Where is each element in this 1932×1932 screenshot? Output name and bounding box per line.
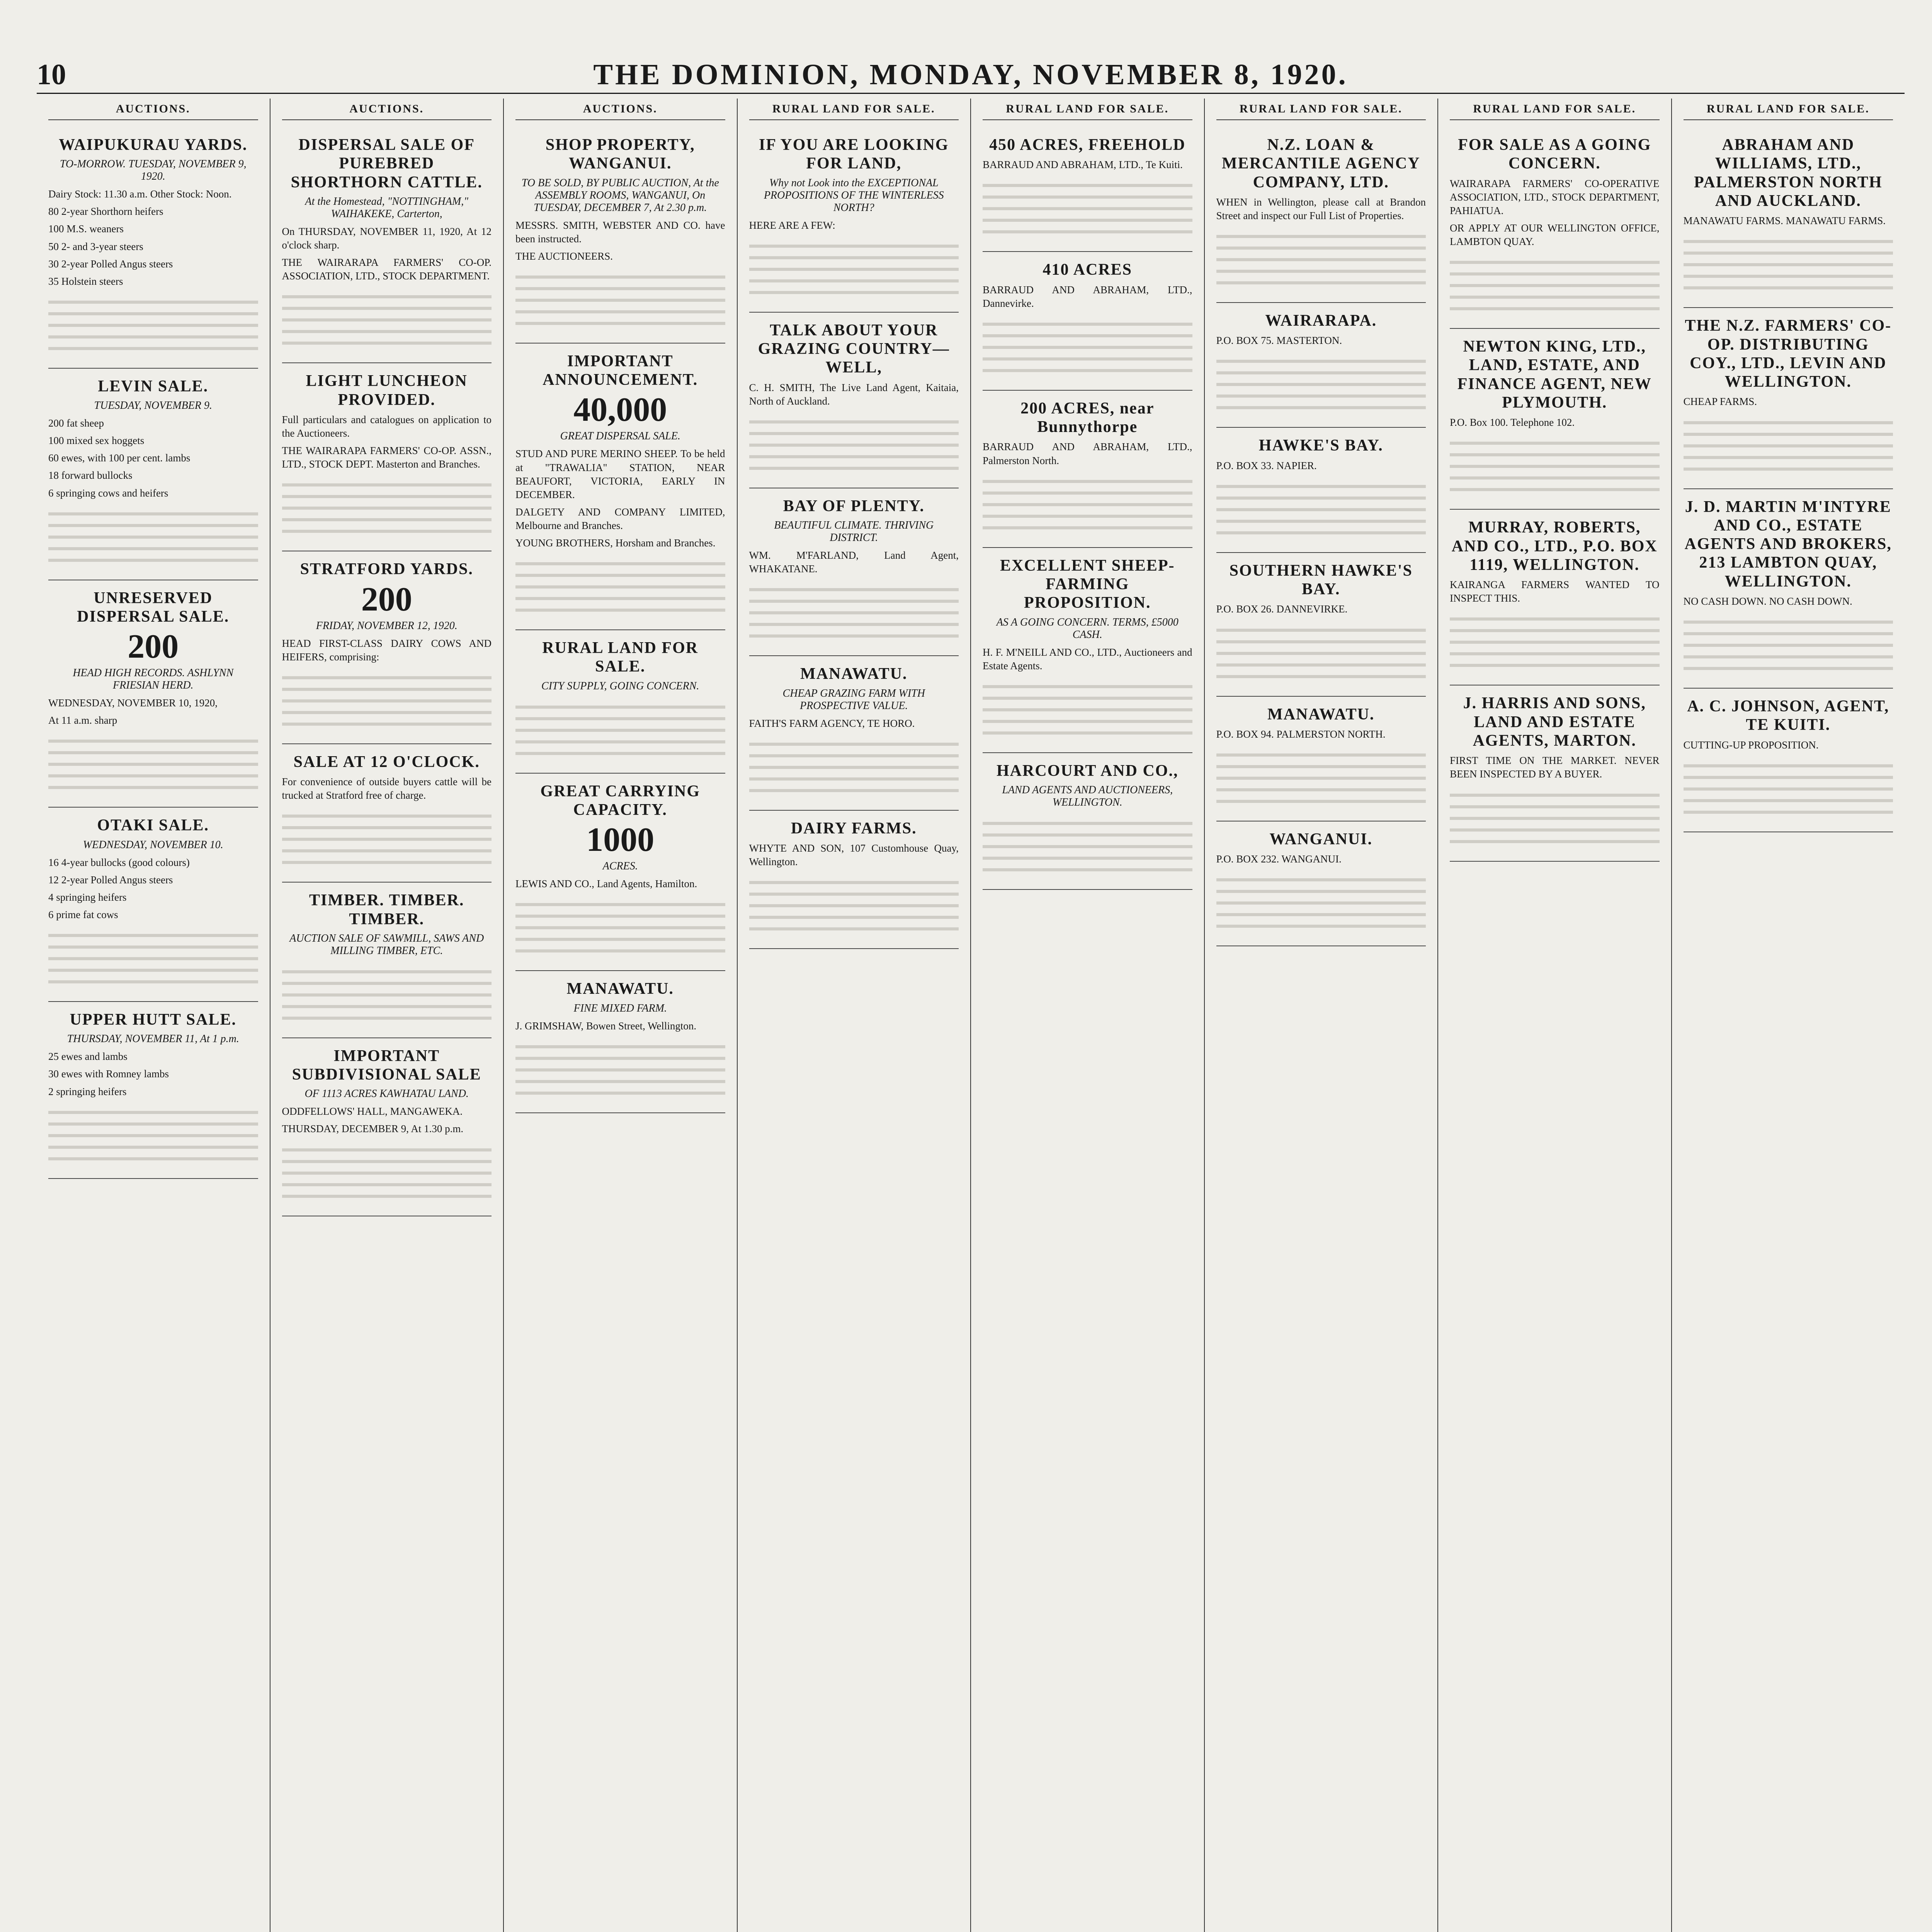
ad-title: OTAKI SALE. — [97, 816, 209, 835]
ad-title: FOR SALE AS A GOING CONCERN. — [1458, 136, 1651, 173]
ad-body-text — [282, 287, 492, 349]
ad-body-text — [749, 412, 959, 474]
ad-title: SOUTHERN HAWKE'S BAY. — [1229, 561, 1413, 599]
ad-body-text — [1684, 413, 1893, 474]
ad-subtitle: GREAT DISPERSAL SALE. — [560, 430, 680, 442]
ad-subtitle: TO BE SOLD, BY PUBLIC AUCTION, At the ASSEMBLY ROOMS, WANGANUI, On TUESDAY, DECEMBER 7, At 2.30 p.m. — [521, 177, 719, 214]
ad-line: LEWIS AND CO., Land Agents, Hamilton. — [515, 878, 697, 890]
ad-line: 100 mixed sex hoggets — [48, 435, 145, 447]
ad-line: P.O. BOX 33. NAPIER. — [1216, 459, 1317, 471]
ad-body-text — [749, 734, 959, 796]
column — [971, 99, 1205, 1932]
advertisement — [282, 551, 492, 744]
ad-body-text — [282, 668, 492, 730]
ad-line: STUD AND PURE MERINO SHEEP. To be held at "TRAWALIA" STATION, NEAR BEAUFORT, VICTORIA, EARLY IN DECEMBER. — [515, 448, 725, 500]
ad-subtitle: TO-MORROW. TUESDAY, NOVEMBER 9, 1920. — [60, 158, 247, 183]
advertisement — [282, 883, 492, 1038]
advertisement — [515, 630, 725, 774]
ad-body-text — [1684, 231, 1893, 293]
ad-line: THE AUCTIONEERS. — [515, 250, 613, 262]
column — [1205, 99, 1439, 1932]
ad-line: WHEN in Wellington, please call at Brandon Street and inspect our Full List of Properties. — [1216, 196, 1426, 221]
advertisement — [515, 344, 725, 630]
ad-line: THURSDAY, DECEMBER 9, At 1.30 p.m. — [282, 1123, 464, 1135]
ad-line: 200 fat sheep — [48, 417, 104, 429]
ad-line: 30 ewes with Romney lambs — [48, 1068, 169, 1080]
advertisement — [48, 369, 258, 580]
ad-line: HEAD FIRST-CLASS DAIRY COWS AND HEIFERS, comprising: — [282, 637, 492, 663]
ad-title: EXCELLENT SHEEP-FARMING PROPOSITION. — [1000, 556, 1175, 612]
ad-line: 30 2-year Polled Angus steers — [48, 258, 173, 270]
ad-body-text — [515, 554, 725, 616]
ad-line: NO CASH DOWN. NO CASH DOWN. — [1683, 595, 1852, 607]
ad-title: IF YOU ARE LOOKING FOR LAND, — [759, 136, 949, 173]
ad-title: SHOP PROPERTY, WANGANUI. — [545, 136, 695, 173]
ad-body-text — [282, 475, 492, 537]
ad-body-text — [749, 236, 959, 298]
ad-body-text — [1450, 252, 1660, 314]
ad-subtitle: At the Homestead, "NOTTINGHAM," WAIHAKEKE, Carterton, — [305, 195, 468, 220]
advertisement — [1684, 489, 1893, 689]
ad-line: FAITH'S FARM AGENCY, TE HORO. — [749, 717, 915, 729]
advertisement — [1216, 127, 1426, 303]
columns — [37, 99, 1905, 1932]
ad-line: ODDFELLOWS' HALL, MANGAWEKA. — [282, 1105, 463, 1117]
masthead — [37, 58, 1905, 92]
ad-title: 200 ACRES, near Bunnythorpe — [1020, 399, 1155, 436]
ad-body-text — [983, 175, 1192, 237]
ad-body-text — [515, 267, 725, 329]
column — [1438, 99, 1672, 1932]
column-heading: RURAL LAND FOR SALE. — [1450, 99, 1660, 120]
ad-body-text — [48, 1102, 258, 1164]
advertisement — [515, 774, 725, 971]
ad-line: Full particulars and catalogues on application to the Auctioneers. — [282, 413, 492, 439]
advertisement — [749, 313, 959, 488]
column — [37, 99, 270, 1932]
advertisement — [282, 1038, 492, 1216]
column-heading: RURAL LAND FOR SALE. — [983, 99, 1192, 120]
ad-line: P.O. BOX 26. DANNEVIRKE. — [1216, 603, 1348, 615]
advertisement — [1216, 553, 1426, 697]
ad-line: BARRAUD AND ABRAHAM, LTD., Palmerston North. — [983, 441, 1192, 466]
ad-line: 6 prime fat cows — [48, 908, 118, 920]
ad-title: MURRAY, ROBERTS, AND CO., LTD., P.O. BOX 1119, WELLINGTON. — [1451, 519, 1658, 574]
advertisement — [48, 808, 258, 1002]
ad-title: J. HARRIS AND SONS, LAND AND ESTATE AGENTS, MARTON. — [1463, 694, 1646, 750]
advertisement — [1684, 689, 1893, 832]
ad-body-text — [1450, 785, 1660, 847]
ad-body-text — [1450, 433, 1660, 495]
ad-title: WAIRARAPA. — [1265, 312, 1377, 330]
ad-line: FIRST TIME ON THE MARKET. NEVER BEEN INSPECTED BY A BUYER. — [1450, 755, 1660, 780]
ad-line: 4 springing heifers — [48, 891, 127, 903]
advertisement — [282, 363, 492, 551]
ad-body-text — [515, 895, 725, 956]
ad-line: CHEAP FARMS. — [1683, 396, 1757, 408]
ad-subtitle: ACRES. — [602, 860, 638, 872]
column-heading: RURAL LAND FOR SALE. — [749, 99, 959, 120]
ad-line: J. GRIMSHAW, Bowen Street, Wellington. — [515, 1020, 697, 1032]
advertisement — [983, 391, 1192, 548]
advertisement — [1216, 428, 1426, 553]
ad-title: N.Z. LOAN & MERCANTILE AGENCY COMPANY, LTD. — [1221, 136, 1420, 191]
ad-body-text — [983, 314, 1192, 376]
ad-line: 50 2- and 3-year steers — [48, 240, 143, 252]
advertisement — [1450, 127, 1660, 329]
ad-body-text — [48, 731, 258, 793]
column-heading: AUCTIONS. — [515, 99, 725, 120]
ad-line: Dairy Stock: 11.30 a.m. Other Stock: Noon. — [48, 188, 232, 200]
advertisement — [1684, 127, 1893, 308]
ad-body-text — [48, 925, 258, 987]
advertisement — [983, 548, 1192, 753]
ad-body-text — [1684, 612, 1893, 674]
ad-line: 80 2-year Shorthorn heifers — [48, 206, 163, 218]
ad-body-text — [1216, 476, 1426, 538]
ad-title: LIGHT LUNCHEON PROVIDED. — [306, 372, 468, 409]
column — [1672, 99, 1905, 1932]
advertisement — [1450, 685, 1660, 861]
ad-body-text — [749, 580, 959, 641]
ad-line: For convenience of outside buyers cattle will be trucked at Stratford free of charge. — [282, 776, 492, 801]
advertisement — [749, 127, 959, 313]
advertisement — [749, 811, 959, 949]
ad-line: HERE ARE A FEW: — [749, 219, 835, 231]
advertisement — [48, 580, 258, 808]
ad-line: 18 forward bullocks — [48, 469, 133, 481]
ad-line: WEDNESDAY, NOVEMBER 10, 1920, — [48, 697, 218, 709]
ad-title: DAIRY FARMS. — [791, 819, 917, 837]
ad-subtitle: AUCTION SALE OF SAWMILL, SAWS AND MILLING TIMBER, ETC. — [289, 932, 484, 957]
ad-body-text — [1450, 609, 1660, 671]
ad-line: H. F. M'NEILL AND CO., LTD., Auctioneers and Estate Agents. — [983, 646, 1192, 672]
ad-line: MANAWATU FARMS. MANAWATU FARMS. — [1683, 215, 1886, 227]
ad-title: GREAT CARRYING CAPACITY. — [540, 782, 700, 819]
advertisement — [983, 753, 1192, 890]
ad-line: 6 springing cows and heifers — [48, 487, 168, 499]
column — [270, 99, 504, 1932]
ad-line: P.O. BOX 75. MASTERTON. — [1216, 335, 1342, 347]
ad-line: 100 M.S. weaners — [48, 223, 124, 235]
ad-line: 16 4-year bullocks (good colours) — [48, 856, 190, 868]
ad-title: IMPORTANT SUBDIVISIONAL SALE — [292, 1047, 481, 1084]
ad-subtitle: FINE MIXED FARM. — [573, 1002, 667, 1014]
ad-line: P.O. BOX 94. PALMERSTON NORTH. — [1216, 728, 1386, 740]
ad-body-text — [282, 1140, 492, 1202]
ad-title: DISPERSAL SALE OF PUREBRED SHORTHORN CATTLE. — [291, 136, 483, 191]
advertisement — [749, 488, 959, 656]
ad-title: HAWKE'S BAY. — [1259, 437, 1383, 455]
ad-subtitle: TUESDAY, NOVEMBER 9. — [94, 400, 212, 412]
ad-subtitle: AS A GOING CONCERN. TERMS, £5000 CASH. — [996, 616, 1179, 641]
ad-body-text — [1216, 870, 1426, 932]
ad-title: UNRESERVED DISPERSAL SALE. — [77, 589, 230, 626]
ad-line: On THURSDAY, NOVEMBER 11, 1920, At 12 o'clock sharp. — [282, 225, 492, 251]
ad-title: HARCOURT AND CO., — [997, 762, 1179, 780]
ad-subtitle: CITY SUPPLY, GOING CONCERN. — [541, 680, 699, 692]
advertisement — [983, 127, 1192, 252]
ad-title: STRATFORD YARDS. — [300, 560, 473, 578]
ad-title: LEVIN SALE. — [98, 377, 209, 395]
ad-body-text — [1216, 620, 1426, 682]
ad-figure: 1000 — [586, 821, 655, 859]
advertisement — [1450, 510, 1660, 685]
ad-line: DALGETY AND COMPANY LIMITED, Melbourne and Branches. — [515, 506, 725, 531]
ad-body-text — [1216, 351, 1426, 413]
ad-title: J. D. MARTIN M'INTYRE AND CO., ESTATE AGENTS AND BROKERS, 213 LAMBTON QUAY, WELLINGTON. — [1684, 498, 1892, 590]
ad-subtitle: HEAD HIGH RECORDS. ASHLYNN FRIESIAN HERD. — [73, 667, 234, 692]
ad-title: RURAL LAND FOR SALE. — [542, 639, 699, 676]
advertisement — [1216, 303, 1426, 428]
ad-line: KAIRANGA FARMERS WANTED TO INSPECT THIS. — [1450, 579, 1660, 604]
advertisement — [1216, 821, 1426, 946]
advertisement — [282, 744, 492, 883]
page-number: 10 — [37, 58, 66, 91]
ad-line: At 11 a.m. sharp — [48, 714, 117, 726]
ad-title: NEWTON KING, LTD., LAND, ESTATE, AND FINANCE AGENT, NEW PLYMOUTH. — [1457, 338, 1652, 412]
ad-line: WHYTE AND SON, 107 Customhouse Quay, Wellington. — [749, 842, 959, 868]
ad-subtitle: WEDNESDAY, NOVEMBER 10. — [83, 838, 223, 851]
ad-line: P.O. BOX 232. WANGANUI. — [1216, 853, 1342, 865]
ad-title: SALE AT 12 O'CLOCK. — [293, 753, 480, 771]
column — [738, 99, 971, 1932]
ad-body-text — [48, 292, 258, 354]
ad-subtitle: CHEAP GRAZING FARM WITH PROSPECTIVE VALUE. — [782, 687, 925, 712]
advertisement — [1216, 697, 1426, 821]
ad-line: WM. M'FARLAND, Land Agent, WHAKATANE. — [749, 549, 959, 575]
ad-subtitle: THURSDAY, NOVEMBER 11, At 1 p.m. — [67, 1033, 239, 1045]
ad-line: 35 Holstein steers — [48, 275, 123, 287]
ad-body-text — [515, 697, 725, 759]
ad-line: YOUNG BROTHERS, Horsham and Branches. — [515, 537, 716, 549]
ad-figure: 40,000 — [573, 391, 667, 429]
ad-title: THE N.Z. FARMERS' CO-OP. DISTRIBUTING COY., LTD., LEVIN AND WELLINGTON. — [1685, 317, 1892, 391]
ad-line: C. H. SMITH, The Live Land Agent, Kaitaia, North of Auckland. — [749, 381, 959, 407]
ad-line: P.O. Box 100. Telephone 102. — [1450, 417, 1575, 429]
ad-body-text — [749, 872, 959, 934]
advertisement — [48, 1002, 258, 1179]
ad-title: WAIPUKURAU YARDS. — [59, 136, 248, 154]
ad-body-text — [1216, 745, 1426, 807]
ad-title: BAY OF PLENTY. — [783, 497, 925, 515]
advertisement — [282, 127, 492, 363]
ad-body-text — [515, 1037, 725, 1099]
column-heading: RURAL LAND FOR SALE. — [1216, 99, 1426, 120]
ad-title: TIMBER. TIMBER. TIMBER. — [309, 891, 464, 928]
ad-figure: 200 — [361, 580, 412, 618]
ad-title: WANGANUI. — [1269, 830, 1372, 848]
ad-subtitle: LAND AGENTS AND AUCTIONEERS, WELLINGTON. — [1002, 784, 1173, 809]
ad-title: MANAWATU. — [800, 665, 908, 683]
ad-subtitle: OF 1113 ACRES KAWHATAU LAND. — [304, 1088, 469, 1100]
ad-line: 60 ewes, with 100 per cent. lambs — [48, 452, 190, 464]
ad-body-text — [983, 677, 1192, 738]
ad-body-text — [282, 806, 492, 868]
ad-line: THE WAIRARAPA FARMERS' CO-OP. ASSOCIATION, LTD., STOCK DEPARTMENT. — [282, 257, 492, 282]
advertisement — [1684, 308, 1893, 489]
ad-title: ABRAHAM AND WILLIAMS, LTD., PALMERSTON NORTH AND AUCKLAND. — [1694, 136, 1883, 210]
ad-line: 2 springing heifers — [48, 1085, 127, 1097]
ad-subtitle: Why not Look into the EXCEPTIONAL PROPOSITIONS OF THE WINTERLESS NORTH? — [764, 177, 944, 214]
newspaper-title: THE DOMINION, MONDAY, NOVEMBER 8, 1920. — [593, 58, 1348, 91]
advertisement — [48, 127, 258, 369]
advertisement — [515, 127, 725, 344]
advertisement — [515, 971, 725, 1113]
ad-title: 410 ACRES — [1043, 261, 1133, 279]
ad-figure: 200 — [128, 628, 179, 666]
advertisement — [749, 656, 959, 810]
ad-body-text — [48, 504, 258, 566]
ad-body-text — [983, 471, 1192, 533]
ad-line: 12 2-year Polled Angus steers — [48, 874, 173, 886]
top-rule — [37, 93, 1905, 94]
ad-line: BARRAUD AND ABRAHAM, LTD., Dannevirke. — [983, 284, 1192, 309]
ad-title: A. C. JOHNSON, AGENT, TE KUITI. — [1687, 697, 1889, 734]
ad-line: OR APPLY AT OUR WELLINGTON OFFICE, LAMBTON QUAY. — [1450, 222, 1660, 247]
ad-subtitle: BEAUTIFUL CLIMATE. THRIVING DISTRICT. — [774, 519, 934, 544]
ad-line: BARRAUD AND ABRAHAM, LTD., Te Kuiti. — [983, 159, 1183, 171]
column-heading: AUCTIONS. — [282, 99, 492, 120]
ad-title: MANAWATU. — [566, 980, 674, 998]
ad-body-text — [1216, 226, 1426, 288]
ad-title: UPPER HUTT SALE. — [70, 1011, 236, 1029]
ad-body-text — [1684, 756, 1893, 818]
ad-title: TALK ABOUT YOUR GRAZING COUNTRY—WELL, — [758, 321, 950, 377]
ad-title: MANAWATU. — [1267, 705, 1375, 723]
ad-line: WAIRARAPA FARMERS' CO-OPERATIVE ASSOCIATION, LTD., STOCK DEPARTMENT, PAHIATUA. — [1450, 177, 1660, 216]
ad-line: THE WAIRARAPA FARMERS' CO-OP. ASSN., LTD., STOCK DEPT. Masterton and Branches. — [282, 445, 492, 470]
ad-title: IMPORTANT ANNOUNCEMENT. — [543, 352, 698, 389]
ad-body-text — [983, 813, 1192, 875]
ad-body-text — [282, 962, 492, 1024]
advertisement — [1450, 329, 1660, 510]
ad-subtitle: FRIDAY, NOVEMBER 12, 1920. — [316, 619, 457, 632]
ad-line: MESSRS. SMITH, WEBSTER AND CO. have been instructed. — [515, 219, 725, 245]
column-heading: AUCTIONS. — [48, 99, 258, 120]
advertisement — [983, 252, 1192, 390]
ad-line: 25 ewes and lambs — [48, 1051, 128, 1063]
column — [504, 99, 738, 1932]
ad-line: CUTTING-UP PROPOSITION. — [1683, 739, 1819, 751]
ad-title: 450 ACRES, FREEHOLD — [989, 136, 1186, 154]
column-heading: RURAL LAND FOR SALE. — [1684, 99, 1893, 120]
